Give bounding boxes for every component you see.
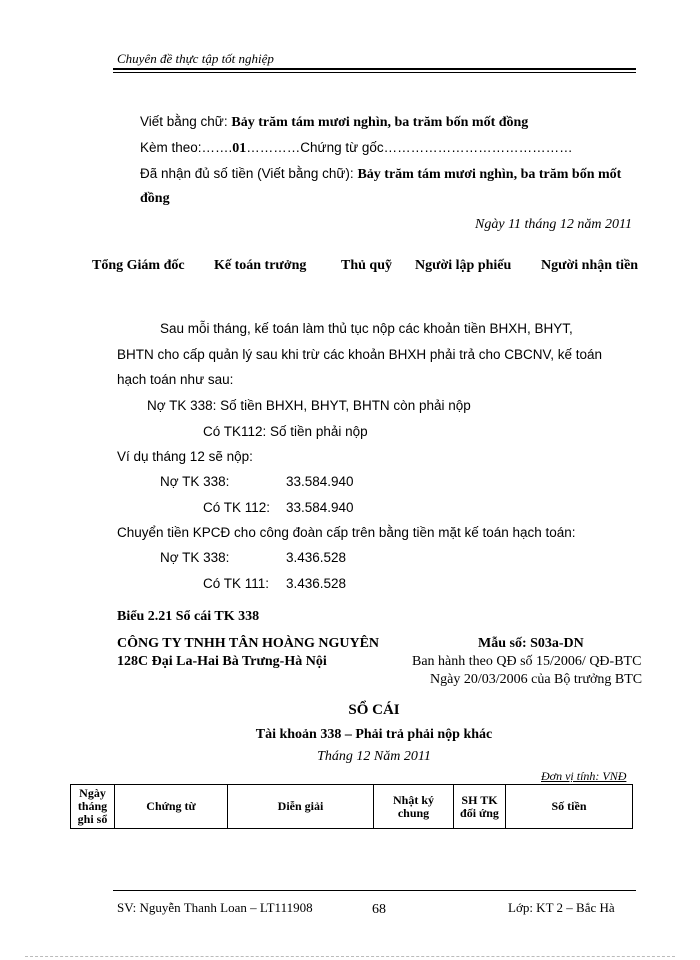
- issued-date: Ngày 20/03/2006 của Bộ trưởng BTC: [430, 672, 643, 687]
- attachment-line: [140, 140, 573, 157]
- signature-receiver: Người nhận tiền: [541, 258, 639, 273]
- signature-chief-accountant: Kế toán trưởng: [214, 258, 307, 273]
- col-header-amount: [506, 785, 633, 829]
- page-bottom-edge: [25, 956, 675, 957]
- running-header-title: Chuyên đề thực tập tốt nghiệp: [117, 51, 274, 66]
- example1-credit-label: Có TK 112:: [203, 500, 271, 515]
- footer-student: SV: Nguyễn Thanh Loan – LT111908: [117, 900, 313, 915]
- issued-by-decision: Ban hành theo QĐ số 15/2006/ QĐ-BTC: [412, 654, 642, 669]
- paragraph-line: BHTN cho cấp quản lý sau khi trừ các khoản BHXH phải trả cho CBCNV, kế toán: [117, 347, 603, 362]
- attachment-count: 01: [232, 141, 247, 156]
- col-header-account: [454, 785, 506, 829]
- received-label: Đã nhận đủ số tiền (Viết bằng chữ):: [140, 166, 358, 181]
- attachment-suffix: …………Chứng từ gốc……………………………………: [246, 140, 573, 155]
- page-number: 68: [372, 902, 386, 917]
- company-address: 128C Đại La-Hai Bà Trưng-Hà Nội: [117, 654, 327, 669]
- col-journal-line: Nhật ký: [392, 792, 434, 807]
- col-header-voucher: [115, 785, 228, 829]
- col-date-line: Ngày: [79, 786, 106, 800]
- entry-debit: Nợ TK 338: Số tiền BHXH, BHYT, BHTN còn phải nộp: [147, 398, 471, 413]
- currency-unit: Đơn vị tính: VNĐ: [541, 769, 627, 783]
- amount-words-label: Viết bằng chữ:: [140, 114, 232, 129]
- form-number: Mẫu số: S03a-DN: [478, 636, 584, 651]
- col-amount-label: Số tiền: [551, 799, 587, 813]
- footer-rule: [113, 890, 636, 891]
- amount-words-value: Bảy trăm tám mươi nghìn, ba trăm bốn mốt đồng: [231, 115, 529, 130]
- ledger-period: Tháng 12 Năm 2011: [317, 749, 431, 764]
- entry-credit: Có TK112: Số tiền phải nộp: [203, 424, 368, 439]
- col-account-line: SH TK: [461, 792, 498, 807]
- received-line: [140, 166, 621, 183]
- header-rule-thick: [113, 68, 636, 70]
- col-account-line: đối ứng: [460, 805, 499, 820]
- attachment-prefix: Kèm theo:…….: [140, 140, 233, 155]
- header-rule-thin: [113, 72, 636, 73]
- col-journal-line: chung: [397, 805, 430, 820]
- signature-director: Tổng Giám đốc: [92, 258, 185, 273]
- col-date-line: ghi sổ: [77, 812, 108, 826]
- example2-debit-value: 3.436.528: [286, 550, 347, 565]
- figure-caption: Biểu 2.21 Sổ cái TK 338: [117, 609, 260, 624]
- col-header-journal: [374, 785, 454, 829]
- col-header-date: [71, 785, 115, 829]
- footer-class: Lớp: KT 2 – Bắc Hà: [508, 900, 615, 915]
- amount-in-words-line: [140, 114, 528, 131]
- signature-treasurer: Thủ quỹ: [341, 258, 392, 273]
- ledger-table: [70, 784, 633, 829]
- paragraph-line: hạch toán như sau:: [117, 372, 234, 387]
- received-value-continued: đồng: [140, 191, 170, 206]
- col-date-line: tháng: [77, 799, 108, 813]
- company-name: CÔNG TY TNHH TÂN HOÀNG NGUYÊN: [117, 636, 380, 651]
- receipt-date: Ngày 11 tháng 12 năm 2011: [475, 217, 632, 232]
- example2-credit-value: 3.436.528: [286, 576, 347, 591]
- example1-debit-value: 33.584.940: [286, 474, 354, 489]
- received-value: Bảy trăm tám mươi nghìn, ba trăm bốn mốt: [357, 167, 622, 182]
- transfer-text: Chuyển tiền KPCĐ cho công đoàn cấp trên bằng tiền mặt kế toán hạch toán:: [117, 525, 576, 540]
- ledger-title: SỔ CÁI: [348, 702, 400, 718]
- example1-credit-value: 33.584.940: [286, 500, 354, 515]
- example2-debit-label: Nợ TK 338:: [160, 550, 230, 565]
- paragraph-line: Sau mỗi tháng, kế toán làm thủ tục nộp các khoản tiền BHXH, BHYT,: [160, 321, 573, 336]
- signature-preparer: Người lập phiếu: [415, 258, 512, 273]
- col-description-label: Diễn giải: [277, 799, 324, 813]
- ledger-account: Tài khoản 338 – Phải trả phải nộp khác: [255, 727, 493, 742]
- example1-debit-label: Nợ TK 338:: [160, 474, 230, 489]
- col-header-description: [228, 785, 374, 829]
- example-intro: Ví dụ tháng 12 sẽ nộp:: [117, 449, 253, 464]
- example2-credit-label: Có TK 111:: [203, 576, 270, 591]
- col-voucher-label: Chứng từ: [146, 799, 196, 813]
- table-header-row: [71, 785, 633, 829]
